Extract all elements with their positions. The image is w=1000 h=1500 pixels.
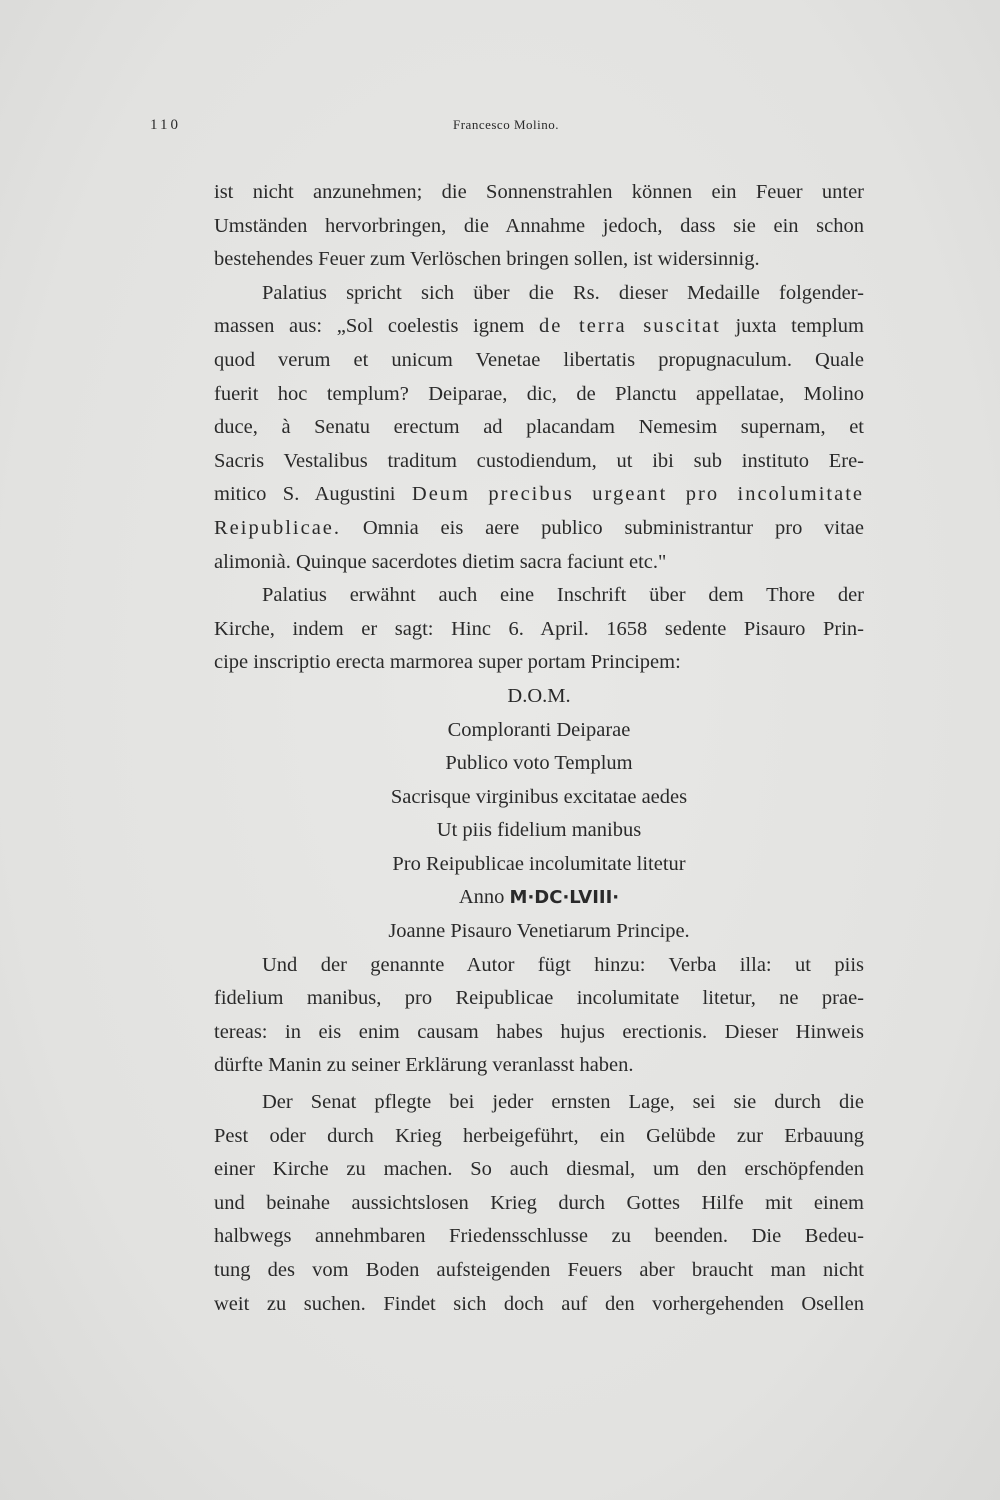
- spaced-text: de terra suscitat: [539, 315, 721, 338]
- text-line: tereas: in eis enim causam habes hujus erectionis. Dieser Hinweis: [214, 1020, 864, 1043]
- text-line: und beinahe aussichtslosen Krieg durch Gottes Hilfe mit einem: [214, 1191, 864, 1214]
- page-header: [150, 113, 580, 137]
- text-line: cipe inscriptio erecta marmorea super portam Principem:: [214, 651, 681, 674]
- text-line: Palatius spricht sich über die Rs. dieser Medaille folgender-: [262, 281, 864, 304]
- text-line: fuerit hoc templum? Deiparae, dic, de Planctu appellatae, Molino: [214, 382, 864, 405]
- text-line: [214, 310, 864, 344]
- text-line: halbwegs annehmbaren Friedensschlusse zu beenden. Die Bedeu-: [214, 1225, 864, 1248]
- spaced-text: Deum precibus urgeant pro incolumitate: [411, 483, 864, 506]
- inscription-line: Comploranti Deiparae: [447, 718, 631, 741]
- body-text: [214, 176, 864, 1321]
- text-line: einer Kirche zu machen. So auch diesmal, um den erschöpfenden: [214, 1158, 864, 1181]
- text-line: bestehendes Feuer zum Verlöschen bringen sollen, ist widersinnig.: [214, 248, 760, 271]
- text-line: weit zu suchen. Findet sich doch auf den vorhergehenden Osellen: [214, 1292, 864, 1315]
- text-line: dürfte Manin zu seiner Erklärung veranlasst haben.: [214, 1054, 634, 1077]
- text-line: quod verum et unicum Venetae libertatis propugnaculum. Quale: [214, 348, 864, 371]
- roman-numeral-year: M·DC·LVIII·: [509, 887, 620, 909]
- text-line: Der Senat pflegte bei jeder ernsten Lage, sei sie durch die: [262, 1091, 864, 1114]
- text-line: tung des vom Boden aufsteigenden Feuers aber braucht man nicht: [214, 1259, 864, 1281]
- text-line: Sacris Vestalibus traditum custodiendum, ut ibi sub instituto Ere-: [214, 449, 864, 472]
- text-line: Und der genannte Autor fügt hinzu: Verba illa: ut piis: [262, 953, 864, 976]
- text-line: [214, 478, 864, 512]
- inscription-line: Joanne Pisauro Venetiarum Principe.: [388, 920, 690, 943]
- inscription-line: Pro Reipublicae incolumitate litetur: [392, 852, 686, 875]
- text-run: Anno: [458, 886, 510, 909]
- inscription-line: D.O.M.: [507, 684, 571, 707]
- text-line: Kirche, indem er sagt: Hinc 6. April. 1658 sedente Pisauro Prin-: [214, 617, 864, 640]
- text-line: duce, à Senatu erectum ad placandam Nemesim supernam, et: [214, 416, 864, 439]
- text-line: Umständen hervorbringen, die Annahme jedoch, dass sie ein schon: [214, 214, 864, 237]
- text-line: Pest oder durch Krieg herbeigeführt, ein Gelübde zur Erbauung: [214, 1124, 864, 1147]
- inscription-line: Sacrisque virginibus excitatae aedes: [390, 785, 688, 808]
- text-run: Omnia eis aere publico subministrantur pro vitae: [341, 516, 864, 539]
- text-line: Palatius erwähnt auch eine Inschrift über dem Thore der: [262, 584, 864, 607]
- text-line: [214, 512, 864, 546]
- inscription-line: [214, 881, 864, 915]
- text-line: ist nicht anzunehmen; die Sonnenstrahlen können ein Feuer unter: [214, 181, 864, 203]
- running-title: Francesco Molino.: [453, 117, 559, 132]
- text-run: massen aus: „Sol coelestis ignem: [214, 315, 540, 338]
- text-line: alimonià. Quinque sacerdotes dietim sacra faciunt etc.": [214, 550, 667, 573]
- text-run: juxta templum: [720, 315, 865, 338]
- text-run: mitico S. Augustini: [214, 483, 412, 506]
- page-number: 110: [150, 117, 181, 133]
- spaced-text: Reipublicae.: [214, 516, 342, 539]
- inscription-line: Ut piis fidelium manibus: [436, 819, 642, 842]
- text-line: fidelium manibus, pro Reipublicae incolumitate litetur, ne prae-: [214, 987, 864, 1010]
- inscription-line: Publico voto Templum: [445, 752, 633, 775]
